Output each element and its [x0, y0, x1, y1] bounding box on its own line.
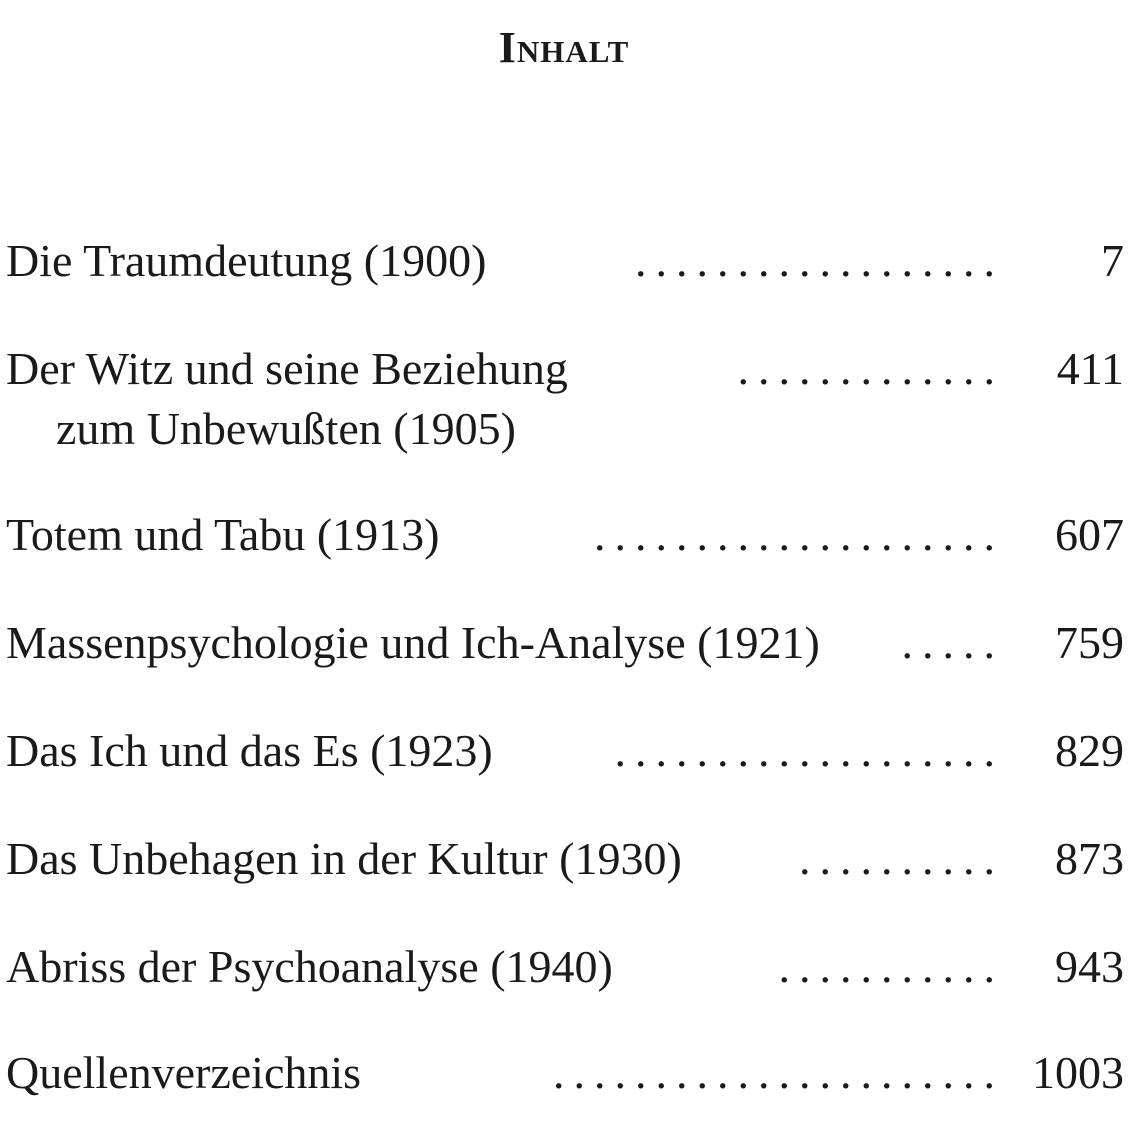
- dot-leader: ..................: [635, 235, 1004, 286]
- page-number: 759: [1055, 617, 1124, 668]
- page-number: 607: [1055, 509, 1124, 560]
- page-number: 1003: [1032, 1047, 1124, 1098]
- dot-leader: ..........: [799, 833, 1004, 884]
- entry-title: Der Witz und seine Beziehung: [6, 343, 568, 394]
- entry-title-continuation: zum Unbewußten (1905): [56, 403, 516, 454]
- page-number: 943: [1055, 941, 1124, 992]
- toc-heading: Inhalt: [498, 23, 630, 72]
- dot-leader: ......................: [553, 1047, 1004, 1098]
- dot-leader: .....: [901, 617, 1004, 668]
- entry-title: Das Unbehagen in der Kultur (1930): [6, 833, 682, 884]
- page-number: 829: [1055, 725, 1124, 776]
- dot-leader: .............: [737, 343, 1004, 394]
- entry-title: Abriss der Psychoanalyse (1940): [6, 941, 613, 992]
- dot-leader: ...................: [614, 725, 1004, 776]
- entry-title: Quellenverzeichnis: [6, 1047, 362, 1098]
- page-number: 873: [1055, 833, 1124, 884]
- page-number: 411: [1056, 343, 1124, 394]
- entry-title: Totem und Tabu (1913): [6, 509, 440, 560]
- entry-title: Massenpsychologie und Ich-Analyse (1921): [6, 617, 820, 668]
- entry-title: Die Traumdeutung (1900): [6, 235, 487, 286]
- entry-title: Das Ich und das Es (1923): [6, 725, 493, 776]
- dot-leader: ....................: [594, 509, 1004, 560]
- dot-leader: ...........: [778, 941, 1004, 992]
- page-number: 7: [1101, 235, 1124, 286]
